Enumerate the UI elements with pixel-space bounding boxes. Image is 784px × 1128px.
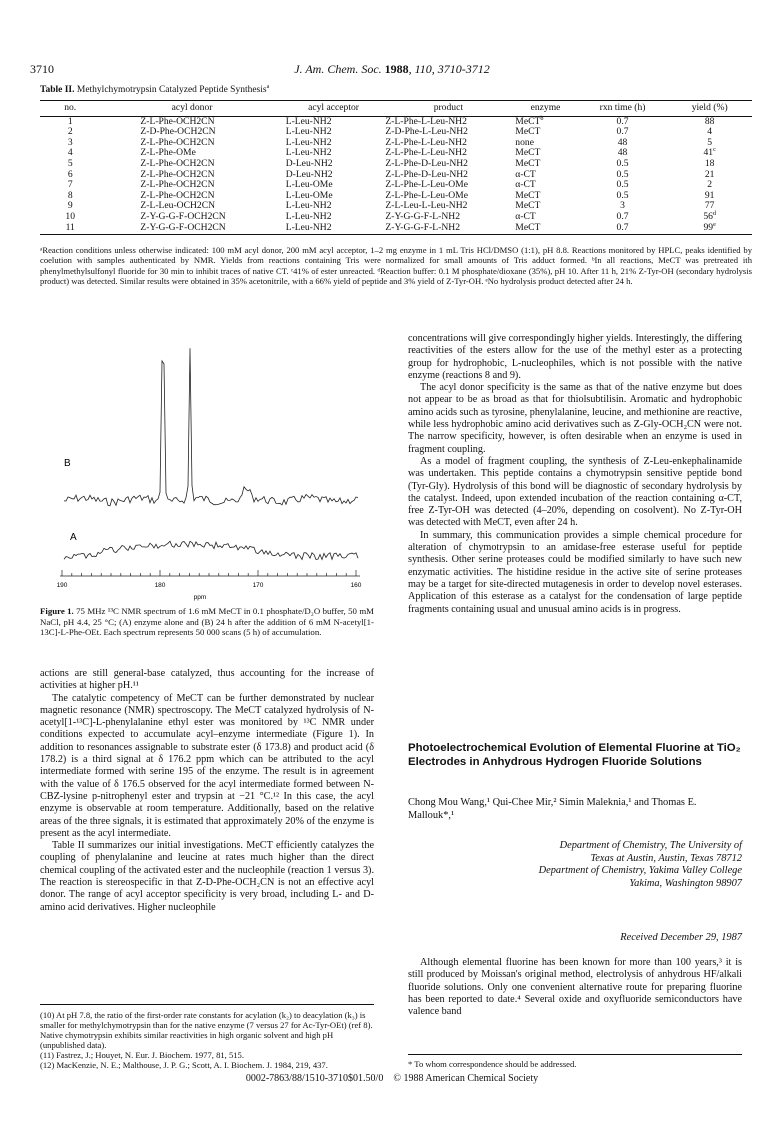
cell-product-text: Z-Y-G-G-F-L-NH2 — [385, 221, 460, 233]
cell-no — [40, 223, 100, 235]
cell-enzyme-text: MeCT — [515, 157, 541, 169]
cell-acyl-acceptor-text: L-Leu-NH2 — [285, 147, 332, 159]
cell-acyl-donor-text: Z-L-Phe-OCH2CN — [140, 189, 215, 201]
cell-acyl-donor-text: Z-L-Phe-OCH2CN — [140, 179, 215, 191]
cell-acyl-acceptor-text: L-Leu-NH2 — [285, 210, 332, 222]
synthesis-table — [40, 100, 752, 235]
cell-yield-text: 56 — [703, 210, 713, 222]
col-header-no: no. — [40, 101, 100, 117]
affiliation-line: Department of Chemistry, Yakima Valley College — [538, 865, 742, 876]
journal-volume: 110 — [414, 62, 432, 76]
cell-enzyme-text: MeCT — [515, 115, 541, 127]
ppm-axis-unit: ppm — [193, 594, 207, 601]
cell-acyl-donor-text: Z-Y-G-G-F-OCH2CN — [140, 210, 226, 222]
cell-acyl-acceptor — [284, 223, 384, 235]
ppm-tick-label: 160 — [350, 582, 362, 589]
cell-yield-text: 77 — [704, 200, 715, 212]
cell-acyl-acceptor-text: D-Leu-NH2 — [285, 168, 333, 180]
cell-enzyme-text: α-CT — [515, 168, 536, 180]
cell-no-text: 9 — [67, 200, 73, 212]
cell-acyl-acceptor-text: L-Leu-NH2 — [285, 115, 332, 127]
paragraph: Table II summarizes our initial investigations. MeCT efficiently catalyzes the coupling of phenylalanine and leucine at rates much higher than the direct chemical coupling of the activated ester and the nucleophile (reaction 1 versus 3). The reaction is stereospecific in that Z-D-Phe-OCH₂CN is not an effective acyl donor. The range of acyl acceptor specificity is very broad, including L- and D-amino acid derivatives. Higher nucleophile — [40, 840, 374, 913]
cell-yield-footnote-mark: e — [713, 220, 716, 228]
cell-rxn-time-text: 0.7 — [616, 210, 629, 222]
cell-acyl-acceptor-text: L-Leu-OMe — [285, 189, 333, 201]
journal-year: 1988 — [384, 62, 409, 76]
col-header-acyl-acceptor: acyl acceptor — [284, 101, 384, 117]
cell-yield — [667, 220, 752, 235]
cell-acyl-acceptor-text: L-Leu-NH2 — [285, 221, 332, 233]
references — [40, 1004, 374, 1070]
cell-no-text: 6 — [67, 168, 73, 180]
cell-no-text: 3 — [67, 136, 73, 148]
col-header-yield: yield (%) — [667, 101, 752, 117]
cell-no-text: 8 — [67, 189, 73, 201]
running-header: J. Am. Chem. Soc. 1988, 110, 3710-3712 — [294, 62, 490, 76]
cell-acyl-acceptor-text: L-Leu-OMe — [285, 179, 333, 191]
cell-rxn-time-text: 0.7 — [616, 115, 629, 127]
cell-rxn-time-text: 48 — [617, 136, 628, 148]
cell-yield-text: 41 — [703, 147, 714, 159]
col-header-enzyme: enzyme — [513, 101, 577, 117]
cell-product-text: Z-L-Phe-L-Leu-NH2 — [385, 147, 467, 159]
col-header-product: product — [383, 101, 513, 117]
cell-rxn-time-text: 0.7 — [616, 126, 629, 138]
cell-product-text: Z-L-Phe-D-Leu-NH2 — [385, 157, 468, 169]
cell-rxn-time — [578, 223, 668, 235]
right-column-text — [408, 333, 742, 616]
cell-product-text: Z-L-Phe-L-Leu-NH2 — [385, 136, 467, 148]
cell-yield-text: 5 — [707, 136, 713, 148]
cell-acyl-donor-text: Z-Y-G-G-F-OCH2CN — [140, 221, 226, 233]
journal-pages: 3710-3712 — [437, 62, 490, 76]
cell-rxn-time-text: 0.7 — [616, 221, 629, 233]
reference-12: (12) MacKenzie, N. E.; Malthouse, J. P. G.; Scott, A. I. Biochem. J. 1984, 219, 437. — [40, 1060, 328, 1070]
cell-product — [383, 223, 513, 235]
paragraph: actions are still general-base catalyzed, thus accounting for the increase of activities at higher pH.¹¹ — [40, 668, 374, 692]
cell-enzyme-text: MeCT — [515, 200, 541, 212]
correspondence-note: * To whom correspondence should be addressed. — [408, 1054, 742, 1069]
cell-yield-footnote-mark: c — [713, 146, 716, 154]
affiliation-line: Yakima, Washington 98907 — [629, 877, 742, 889]
cell-enzyme-text: MeCT — [515, 126, 541, 138]
cell-acyl-donor-text: Z-L-Phe-OCH2CN — [140, 168, 215, 180]
spectrum-b-trace — [64, 348, 358, 506]
cell-yield-text: 88 — [704, 115, 715, 127]
cell-enzyme — [513, 223, 577, 235]
cell-yield-text: 91 — [704, 189, 715, 201]
left-column-text — [40, 668, 374, 914]
cell-product-text: Z-L-Phe-L-Leu-OMe — [385, 189, 468, 201]
table-title — [40, 85, 269, 95]
cell-no-text: 2 — [67, 126, 73, 138]
cell-enzyme-text: none — [515, 136, 534, 148]
cell-rxn-time-text: 0.5 — [616, 179, 629, 191]
article-intro: Although elemental fluorine has been known for more than 100 years,³ it is still produced by Moissan's original method, electrolysis of anhydrous HF/alkali fluoride solutions. Only one convenient alternative route for preparing fluorine has been reported to date.⁴ Several oxide and oxyfluoride semiconductors have valence band — [408, 957, 742, 1018]
nmr-spectrum-figure — [40, 334, 374, 604]
ppm-tick-label: 180 — [154, 582, 166, 589]
cell-rxn-time-text: 0.5 — [616, 157, 629, 169]
cell-acyl-acceptor-text: L-Leu-NH2 — [285, 126, 332, 138]
cell-enzyme-text: α-CT — [515, 210, 536, 222]
table-footnotes: ᵃReaction conditions unless otherwise indicated: 100 mM acyl donor, 200 mM acyl acceptor, 1–2 mg enzyme in 1 mL Tris HCl/DMSO (1:1), pH 8.8. Reactions monitored by HPLC, peaks identified by coelution with samples authenticated by NMR. Yields from reactions containing Tris were normalized for small amounts of Tris adduct formed. ᵇIn all reactions, MeCT was pretreated ith phenylmethylsulfonyl fluoride for 30 min to inhibit traces of native CT. ᶜ41% of ester unreacted. ᵈReaction buffer: 0.1 M phosphate/dioxane (35%), pH 10. After 11 h, 21% Z-Tyr-OH (secondary hydrolysis product) was detected. Similar results were obtained in 35% acetonitrile, with a 66% yield of peptide and 3% yield of Z-Tyr-OH. ᵉNo hydrolysis product detected after 24 h. — [40, 245, 752, 286]
cell-no-text: 7 — [67, 179, 73, 191]
cell-yield-text: 18 — [704, 157, 715, 169]
col-header-rxn-time: rxn time (h) — [578, 101, 668, 117]
cell-no-text: 5 — [67, 157, 73, 169]
cell-enzyme-footnote-mark: b — [540, 114, 544, 122]
cell-product-text: Z-Y-G-G-F-L-NH2 — [385, 210, 460, 222]
cell-product-text: Z-L-Phe-D-Leu-NH2 — [385, 168, 468, 180]
col-header-acyl-donor: acyl donor — [100, 101, 283, 117]
cell-enzyme-text: MeCT — [515, 189, 541, 201]
affiliation-line: Texas at Austin, Austin, Texas 78712 — [590, 852, 742, 864]
cell-acyl-donor — [100, 223, 283, 235]
reference-10: (10) At pH 7.8, the ratio of the first-order rate constants for acylation (k₂) to deacylation (k₃) is smaller for methylchymotrypsin than for the native enzyme (7 versus 27 for Ac-Tyr-OEt) (ref 8). Native chymotrypsin exhibits similar reactivities in high organic solvent and high pH (unpublished data). — [40, 1010, 373, 1050]
cell-enzyme-text: MeCT — [515, 221, 541, 233]
article-title: Photoelectrochemical Evolution of Elemental Fluorine at TiO₂ Electrodes in Anhydrous Hydrogen Fluoride Solutions — [408, 742, 741, 768]
received-date: Received December 29, 1987 — [620, 932, 742, 943]
reference-11: (11) Fastrez, J.; Houyet, N. Eur. J. Biochem. 1977, 81, 515. — [40, 1050, 244, 1060]
table-label: Table II. — [40, 85, 75, 95]
cell-no-text: 4 — [67, 147, 73, 159]
article-authors: Chong Mou Wang,¹ Qui-Chee Mir,² Simin Maleknia,¹ and Thomas E. Mallouk*,¹ — [408, 797, 697, 821]
cell-no-text: 10 — [65, 210, 75, 222]
article-affiliations — [408, 840, 742, 890]
cell-enzyme-text: α-CT — [515, 179, 536, 191]
paragraph: concentrations will give correspondingly higher yields. Interestingly, the differing reactivities of the esters allow for the use of the methyl ester as a protecting group for hydrophobic, L-nucleophiles, which is not possible with the native enzyme (reactions 8 and 9). — [408, 333, 742, 381]
cell-acyl-donor-text: Z-L-Leu-OCH2CN — [140, 200, 216, 212]
table-title-text: Methylchymotrypsin Catalyzed Peptide Synthesis — [76, 85, 267, 95]
cell-yield-text: 99 — [703, 221, 714, 233]
cell-rxn-time-text: 48 — [617, 147, 628, 159]
cell-no-text: 1 — [67, 115, 73, 127]
cell-yield-text: 21 — [704, 168, 715, 180]
page-footer — [0, 1073, 784, 1084]
cell-yield-text: 4 — [707, 126, 713, 138]
cell-no-text: 11 — [65, 221, 75, 233]
cell-acyl-acceptor-text: D-Leu-NH2 — [285, 157, 333, 169]
cell-acyl-acceptor-text: L-Leu-NH2 — [285, 200, 332, 212]
article-code: 0002-7863/88/1510-3710$01.50/0 — [245, 1073, 384, 1084]
ppm-tick-label: 170 — [252, 582, 264, 589]
paragraph: As a model of fragment coupling, the synthesis of Z-Leu-enkephalinamide was undertaken. This peptide contains a chymotrypsin sensitive peptide bond (Tyr-Gly). Hydrolysis of this bond will be diagnostic of secondary hydrolysis by the catalyst. Indeed, upon extended incubation of the reaction containing α-CT, free Z-Tyr-OH was detected (4–20%, depending on cosolvent). No Z-Tyr-OH was detected with MeCT, even after 24 h. — [408, 455, 742, 529]
table-header-row — [40, 101, 752, 117]
cell-acyl-donor-text: Z-L-Phe-OCH2CN — [140, 136, 215, 148]
cell-acyl-acceptor-text: L-Leu-NH2 — [285, 136, 332, 148]
figure-caption-label: Figure 1. — [40, 606, 74, 616]
cell-product-text: Z-L-Phe-L-Leu-NH2 — [385, 115, 467, 127]
cell-acyl-donor-text: Z-L-Phe-OCH2CN — [140, 115, 215, 127]
paragraph: The acyl donor specificity is the same as that of the native enzyme but does not appear to be as broad as that for thiolsubtilisin. Aromatic and hydrophobic amino acids such as tyrosine, phenylalanine, leucine, and methionine are reactive, while less hydrophobic amino acid derivatives such as Z-Gly-OCH₂CN were not. The narrow specificity, however, is often desirable when an enzyme is used in fragment coupling. — [408, 382, 742, 455]
spectrum-label-a: A — [70, 532, 77, 543]
ppm-tick-label: 190 — [56, 582, 68, 589]
cell-rxn-time-text: 0.5 — [616, 168, 629, 180]
paragraph: The catalytic competency of MeCT can be further demonstrated by nuclear magnetic resonance (NMR) spectroscopy. The MeCT catalyzed hydrolysis of N-acetyl[1-¹³C]-L-phenylalanine ethyl ester was monitored by ¹³C NMR under conditions expected to accumulate acyl–enzyme intermediate (Figure 1). In addition to resonances assignable to substrate ester (δ 173.8) and product acid (δ 178.2) is a third signal at δ 176.2 ppm which can be attributed to the acyl intermediate formed with serine 195 of the enzyme. The result is in agreement with the value of δ 176.5 observed for the acyl intermediate formed between N-CBZ-lysine p-nitrophenyl ester and trypsin at −21 °C.¹² In this case, the acyl enzyme is observable at room temperature. Additionally, based on the relative areas of the three signals, it is estimated that approximately 20% of the enzyme is present as the acyl intermediate. — [40, 692, 374, 839]
journal-name: J. Am. Chem. Soc. — [294, 62, 382, 76]
cell-yield-footnote-mark: d — [712, 209, 717, 217]
cell-rxn-time-text: 0.5 — [616, 189, 629, 201]
paragraph: In summary, this communication provides a simple chemical procedure for alteration of chymotrypsin to an amidase-free esterase useful for peptide synthesis. Other serine proteases could be modified similarly to have such new enzymatic activities. The histidine residue in the active site of serine proteases may be a target for site-directed mutagenesis in order to develop novel esterases. Application of this esterase as a catalyst for the condensation of large peptide fragments containing usual and unusual amino acids is in progress. — [408, 529, 742, 615]
cell-acyl-donor-text: Z-L-Phe-OCH2CN — [140, 157, 215, 169]
cell-acyl-donor-text: Z-L-Phe-OMe — [140, 147, 196, 159]
cell-product-text: Z-L-Leu-L-Leu-NH2 — [385, 200, 468, 212]
figure-caption — [40, 606, 374, 638]
ppm-axis-ticks — [57, 570, 362, 589]
figure-caption-text: 75 MHz ¹³C NMR spectrum of 1.6 mM MeCT in 0.1 phosphate/D₂O buffer, 50 mM NaCl, pH 4.4, 25 °C; (A) enzyme alone and (B) 24 h after the addition of 6 mM N-acetyl[1-13C]-L-Phe-OEt. Each spectrum represents 50 000 scans (5 h) of accumulation. — [40, 606, 374, 638]
cell-product-text: Z-D-Phe-L-Leu-NH2 — [385, 126, 468, 138]
spectrum-a-trace — [64, 541, 358, 559]
cell-product-text: Z-L-Phe-L-Leu-OMe — [385, 179, 468, 191]
page-number: 3710 — [30, 62, 54, 76]
table-title-mark: a — [266, 83, 270, 90]
affiliation-line: Department of Chemistry, The University of — [559, 840, 742, 851]
spectrum-label-b: B — [64, 458, 71, 469]
cell-enzyme-text: MeCT — [515, 147, 541, 159]
cell-yield-text: 2 — [707, 179, 713, 191]
copyright: © 1988 American Chemical Society — [393, 1073, 539, 1084]
cell-acyl-donor-text: Z-D-Phe-OCH2CN — [140, 126, 216, 138]
cell-rxn-time-text: 3 — [620, 200, 625, 212]
table-row — [40, 223, 752, 235]
